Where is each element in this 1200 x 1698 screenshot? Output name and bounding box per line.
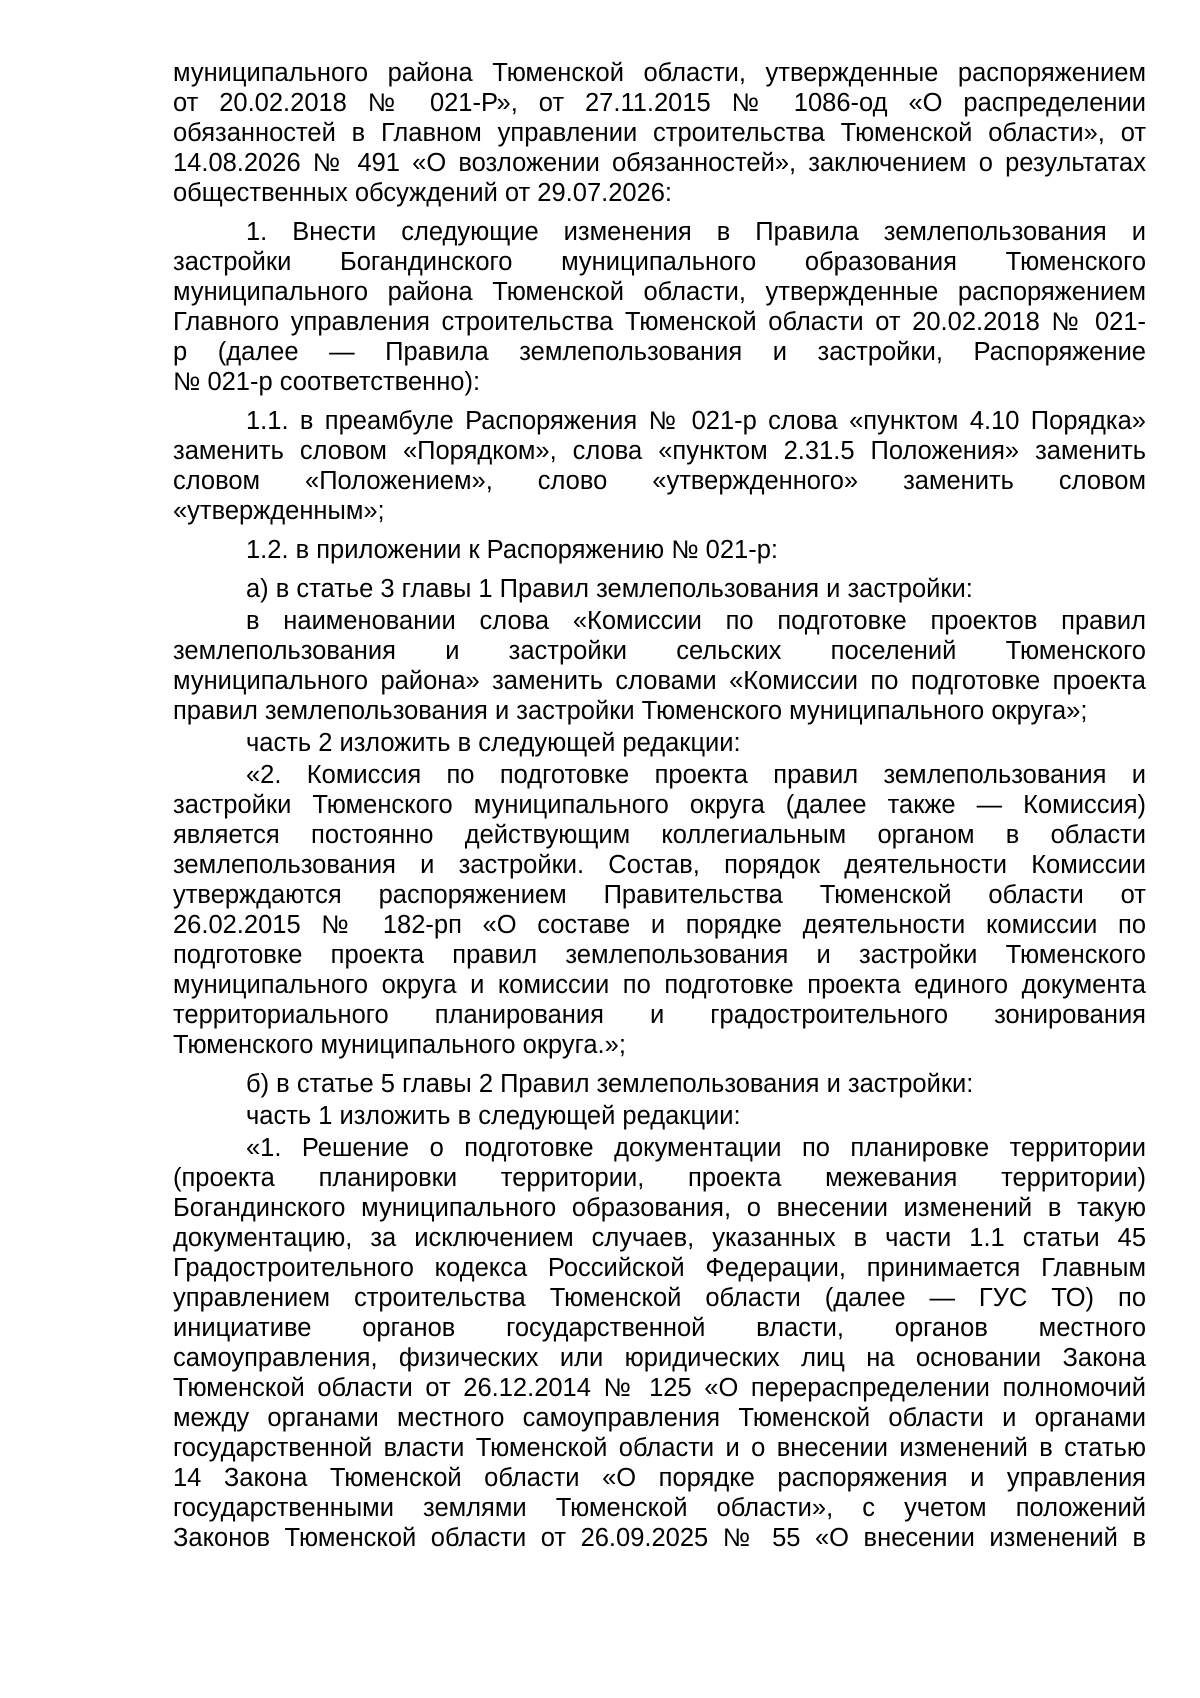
text-line: между органами местного самоуправления Тюменской области и органами [173,1404,1146,1432]
paragraph-preamble-continuation [173,58,1146,208]
text-line: управлением строительства Тюменской области (далее — ГУС ТО) по [173,1284,1146,1312]
paragraph-item-1 [173,217,1146,397]
text-line: застройки Тюменского муниципального округа (далее также — Комиссия) [173,791,1146,819]
text-line: Богандинского муниципального образования, о внесении изменений в такую [173,1194,1146,1222]
paragraph-item-1-1 [173,406,1146,526]
text-line: инициативе органов государственной власти, органов местного [173,1314,1146,1342]
text-line: государственной власти Тюменской области и о внесении изменений в статью [173,1434,1146,1462]
paragraph-name-change [173,606,1146,726]
text-line: землепользования и застройки сельских поселений Тюменского [173,637,1146,665]
text-line: № 021-р соответственно): [173,368,481,396]
text-line: землепользования и застройки. Состав, порядок деятельности Комиссии [173,851,1146,879]
text-line: (проекта планировки территории, проекта межевания территории) [173,1164,1146,1192]
text-line: застройки Богандинского муниципального образования Тюменского [173,248,1146,276]
text-line: б) в статье 5 главы 2 Правил землепользования и застройки: [246,1070,974,1098]
text-line: 26.02.2015 № 182-рп «О составе и порядке деятельности комиссии по [173,911,1146,939]
text-line: муниципального округа и комиссии по подготовке проекта единого документа [173,971,1146,999]
text-line: Законов Тюменской области от 26.09.2025 № 55 «О внесении изменений в [173,1524,1146,1552]
text-line: Тюменской области от 26.12.2014 № 125 «О перераспределении полномочий [173,1374,1146,1402]
text-line: словом «Положением», слово «утвержденного» заменить словом [173,467,1146,495]
text-line: от 20.02.2018 № 021-Р», от 27.11.2015 № 1086-од «О распределении [173,89,1146,117]
text-line: заменить словом «Порядком», слова «пунктом 2.31.5 Положения» заменить [173,437,1146,465]
text-line: в наименовании слова «Комиссии по подготовке проектов правил [246,607,1146,635]
text-line: 1.2. в приложении к Распоряжению № 021-р: [246,536,778,564]
paragraph-subitem-b [173,1069,1146,1099]
paragraph-part-1-intro [173,1101,1146,1131]
text-line: «1. Решение о подготовке документации по планировке территории [246,1134,1146,1162]
text-line: общественных обсуждений от 29.07.2026: [173,179,673,207]
text-line: р (далее — Правила землепользования и застройки, Распоряжение [173,338,1146,366]
text-line: «2. Комиссия по подготовке проекта правил землепользования и [246,761,1146,789]
text-line: подготовке проекта правил землепользования и застройки Тюменского [173,941,1146,969]
paragraph-item-1-2 [173,535,1146,565]
text-line: муниципального района Тюменской области, утвержденные распоряжением [173,59,1146,87]
text-line: обязанностей в Главном управлении строительства Тюменской области», от [173,119,1146,147]
text-line: документацию, за исключением случаев, указанных в части 1.1 статьи 45 [173,1224,1146,1252]
text-line: 1.1. в преамбуле Распоряжения № 021-р слова «пунктом 4.10 Порядка» [246,407,1146,435]
text-line: Тюменского муниципального округа.»; [173,1031,626,1059]
text-line: Градостроительного кодекса Российской Федерации, принимается Главным [173,1254,1146,1282]
text-line: 14.08.2026 № 491 «О возложении обязанностей», заключением о результатах [173,149,1146,177]
text-line: утверждаются распоряжением Правительства Тюменской области от [173,881,1146,909]
text-line: «утвержденным»; [173,497,385,525]
text-line: муниципального района» заменить словами «Комиссии по подготовке проекта [173,667,1146,695]
paragraph-part-1-text [173,1133,1146,1553]
paragraph-part-2-intro [173,728,1146,758]
text-line: государственными землями Тюменской области», с учетом положений [173,1494,1146,1522]
paragraph-part-2-text [173,760,1146,1060]
text-line: правил землепользования и застройки Тюменского муниципального округа»; [173,697,1088,725]
text-line: 14 Закона Тюменской области «О порядке распоряжения и управления [173,1464,1146,1492]
text-line: часть 2 изложить в следующей редакции: [246,729,741,757]
text-line: Главного управления строительства Тюменской области от 20.02.2018 № 021- [173,308,1146,336]
text-line: часть 1 изложить в следующей редакции: [246,1102,741,1130]
paragraph-subitem-a [173,574,1146,604]
text-line: муниципального района Тюменской области, утвержденные распоряжением [173,278,1146,306]
text-line: 1. Внести следующие изменения в Правила землепользования и [246,218,1146,246]
text-line: территориального планирования и градостроительного зонирования [173,1001,1146,1029]
text-line: а) в статье 3 главы 1 Правил землепользования и застройки: [246,575,973,603]
text-line: является постоянно действующим коллегиальным органом в области [173,821,1146,849]
document-page [173,58,1146,1562]
text-line: самоуправления, физических или юридических лиц на основании Закона [173,1344,1146,1372]
